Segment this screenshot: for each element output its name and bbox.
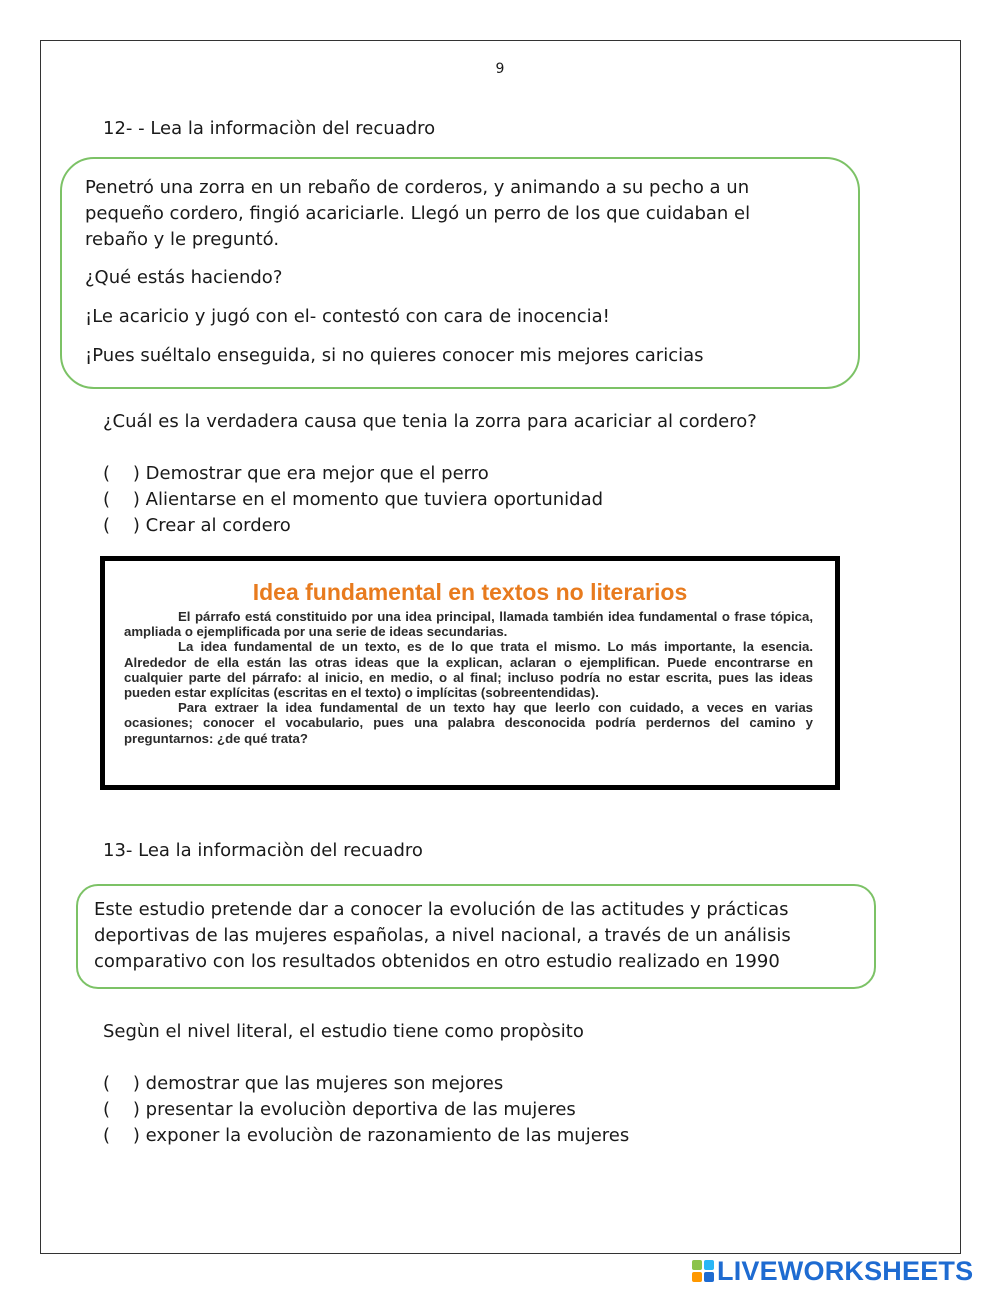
q12-heading	[103, 118, 435, 139]
liveworksheets-logo-icon	[692, 1260, 714, 1282]
q13-heading	[103, 840, 423, 861]
q12-option-3[interactable]: ( ) Crear al cordero	[103, 515, 291, 536]
q12-box-paragraph: Penetró una zorra en un rebaño de corderos, y animando a su pecho a un pequeño cordero, fingió acariciarle. Llegó un perro de los que cuidaban el rebaño y le preguntó.	[85, 177, 751, 250]
info-box-paragraph: El párrafo está constituido por una idea principal, llamada también idea fundamental o frase tópica, ampliada o ejemplificada por una serie de ideas secundarias.	[124, 609, 813, 640]
info-box-paragraph: La idea fundamental de un texto, es de lo que trata el mismo. Lo más importante, la esencia. Alrededor de ella están las otras ideas que la explican, aclaran o ejemplifican. Puede encontrarse en cualquier parte del párrafo: al inicio, en medio, o al final; incluso podría no estar escrita, pues las ideas pueden estar explícitas (escritas en el texto) o implícitas (sobreentendidas).	[124, 639, 813, 701]
q12-options	[103, 461, 603, 539]
q12-question: ¿Cuál es la verdadera causa que tenia la zorra para acariciar al cordero?	[103, 411, 757, 432]
info-box-paragraph: Para extraer la idea fundamental de un texto hay que leerlo con cuidado, a veces en varias ocasiones; conocer el vocabulario, pues una palabra desconocida podría perdernos del camino y preguntarnos: ¿de qué trata?	[124, 700, 813, 746]
logo-text: LIVEWORKSHEETS	[717, 1256, 974, 1286]
q13-number: 13-	[103, 840, 133, 861]
q12-text-box	[60, 157, 860, 389]
q13-title: Lea la informaciòn del recuadro	[132, 840, 423, 861]
q12-number: 12-	[103, 118, 133, 139]
info-box-title: Idea fundamental en textos no literarios	[252, 579, 688, 605]
q13-text-box	[76, 884, 876, 989]
q12-option-2[interactable]: ( ) Alientarse en el momento que tuviera oportunidad	[103, 489, 604, 510]
q12-box-paragraph: ¡Pues suéltalo enseguida, si no quieres conocer mis mejores caricias	[85, 345, 704, 366]
info-box-idea-fundamental	[100, 556, 840, 790]
q12-option-1[interactable]: ( ) Demostrar que era mejor que el perro	[103, 463, 489, 484]
liveworksheets-logo[interactable]	[692, 1256, 992, 1286]
q13-question: Segùn el nivel literal, el estudio tiene como propòsito	[103, 1021, 584, 1042]
info-box-body	[124, 609, 813, 746]
q13-option-3[interactable]: ( ) exponer la evoluciòn de razonamiento de las mujeres	[103, 1125, 630, 1146]
q12-box-paragraph: ¡Le acaricio y jugó con el- contestó con cara de inocencia!	[85, 306, 610, 327]
page-number: 9	[495, 61, 505, 77]
q13-options	[103, 1071, 629, 1149]
q13-option-2[interactable]: ( ) presentar la evoluciòn deportiva de las mujeres	[103, 1099, 576, 1120]
q13-option-1[interactable]: ( ) demostrar que las mujeres son mejores	[103, 1073, 504, 1094]
q13-box-text: Este estudio pretende dar a conocer la evolución de las actitudes y prácticas deportivas de las mujeres españolas, a nivel nacional, a través de un análisis comparativo con los resultados obtenidos en otro estudio realizado en 1990	[94, 899, 791, 972]
q12-box-paragraph: ¿Qué estás haciendo?	[85, 267, 283, 288]
q12-title: - Lea la informaciòn del recuadro	[132, 118, 436, 139]
